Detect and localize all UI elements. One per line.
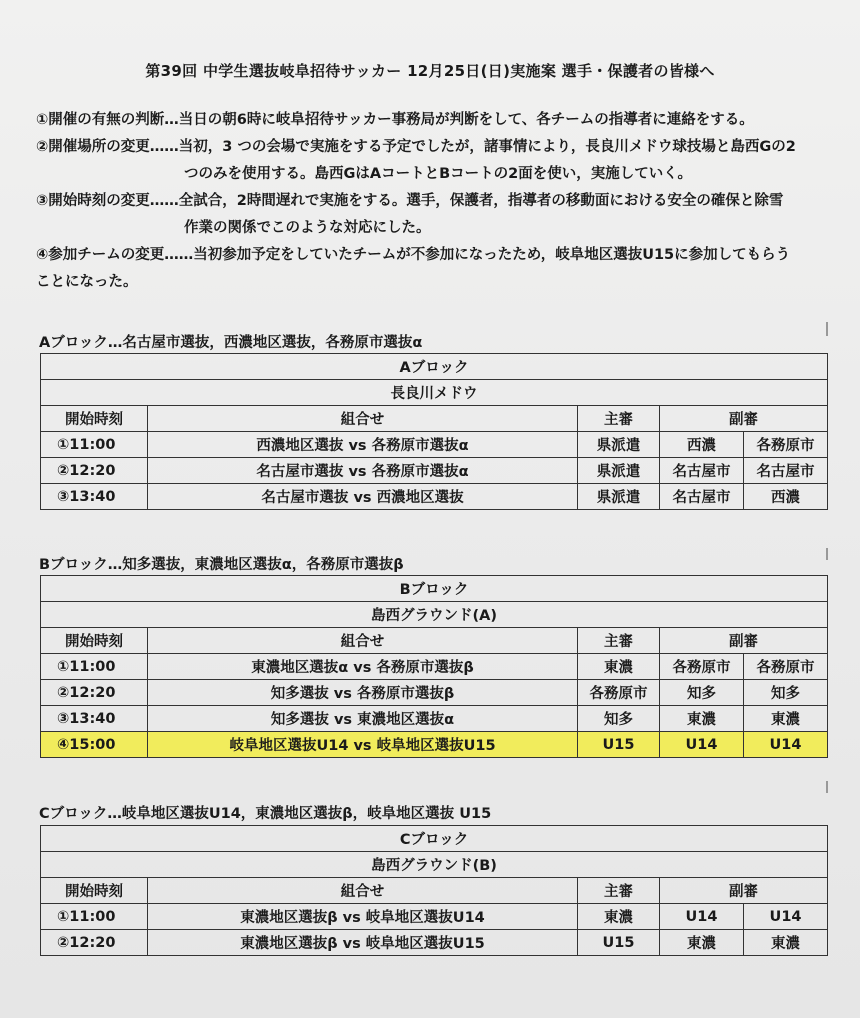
row-match: 西濃地区選抜 vs 各務原市選抜α: [148, 432, 578, 458]
row-sub-referee-2: 知多: [744, 680, 828, 706]
note-3-text: ③開始時刻の変更……全試合，2時間遅れで実施をする。選手，保護者，指導者の移動面における安全の確保と除雪: [36, 193, 784, 209]
table-row: [41, 484, 828, 510]
row-main-referee: U15: [578, 732, 660, 758]
block-b-venue: 島西グラウンド(A): [41, 602, 828, 628]
row-time: ①11:00: [41, 432, 148, 458]
block-a-name: Aブロック: [41, 354, 828, 380]
table-row: [41, 654, 828, 680]
document-title: 第39回 中学生選抜岐阜招待サッカー 12月25日(日)実施案 選手・保護者の皆様へ: [145, 62, 715, 80]
note-1-text: ①開催の有無の判断…当日の朝6時に岐阜招待サッカー事務局が判断をして、各チームの指導者に連絡をする。: [36, 112, 754, 128]
row-time: ③13:40: [41, 484, 148, 510]
row-sub-referee-2: 西濃: [744, 484, 828, 510]
row-main-referee: 知多: [578, 706, 660, 732]
col-header-main: 主審: [578, 406, 660, 432]
note-2-text: ②開催場所の変更……当初，3 つの会場で実施をする予定でしたが，諸事情により，長良川メドウ球技場と島西Gの2: [36, 139, 796, 155]
notice-list: [36, 107, 836, 296]
row-main-referee: 東濃: [578, 904, 660, 930]
table-row-highlighted: [41, 732, 828, 758]
col-header-time: 開始時刻: [41, 406, 148, 432]
table-row: [41, 706, 828, 732]
row-match: 名古屋市選抜 vs 西濃地区選抜: [148, 484, 578, 510]
row-sub-referee-1: 東濃: [660, 706, 744, 732]
note-2-continuation: つのみを使用する。島西GはAコートとBコートの2面を使い，実施していく。: [184, 166, 692, 182]
row-match: 知多選抜 vs 東濃地区選抜α: [148, 706, 578, 732]
row-main-referee: 県派遣: [578, 432, 660, 458]
table-row: [41, 930, 828, 956]
table-row: [41, 904, 828, 930]
row-main-referee: 県派遣: [578, 484, 660, 510]
block-b-label: Bブロック…知多選抜，東濃地区選抜α，各務原市選抜β: [39, 557, 404, 573]
row-sub-referee-2: 各務原市: [744, 432, 828, 458]
block-a-label: Aブロック…名古屋市選抜，西濃地区選抜，各務原市選抜α: [39, 335, 423, 351]
note-4-continuation: ことになった。: [36, 274, 138, 290]
block-b-table: [40, 575, 828, 758]
row-time: ④15:00: [41, 732, 148, 758]
row-main-referee: 各務原市: [578, 680, 660, 706]
note-1: [36, 107, 836, 134]
col-header-time: 開始時刻: [41, 628, 148, 654]
col-header-match: 組合せ: [148, 628, 578, 654]
row-main-referee: U15: [578, 930, 660, 956]
row-match: 東濃地区選抜α vs 各務原市選抜β: [148, 654, 578, 680]
block-a-header-row: [41, 406, 828, 432]
block-a-venue: 長良川メドウ: [41, 380, 828, 406]
table-row: [41, 680, 828, 706]
block-c-name: Cブロック: [41, 826, 828, 852]
stray-mark: [826, 548, 828, 560]
note-4: [36, 242, 836, 296]
row-sub-referee-1: 知多: [660, 680, 744, 706]
row-sub-referee-2: U14: [744, 904, 828, 930]
row-sub-referee-2: 東濃: [744, 706, 828, 732]
row-main-referee: 東濃: [578, 654, 660, 680]
row-sub-referee-2: 各務原市: [744, 654, 828, 680]
col-header-match: 組合せ: [148, 406, 578, 432]
block-b-name: Bブロック: [41, 576, 828, 602]
note-2: [36, 134, 836, 188]
block-c-table: [40, 825, 828, 956]
note-3-continuation: 作業の関係でこのような対応にした。: [184, 220, 431, 236]
row-sub-referee-2: 名古屋市: [744, 458, 828, 484]
row-time: ②12:20: [41, 930, 148, 956]
row-sub-referee-1: 名古屋市: [660, 458, 744, 484]
block-c-header-row: [41, 878, 828, 904]
row-main-referee: 県派遣: [578, 458, 660, 484]
row-match: 岐阜地区選抜U14 vs 岐阜地区選抜U15: [148, 732, 578, 758]
note-3: [36, 188, 836, 242]
col-header-sub: 副審: [660, 406, 828, 432]
col-header-main: 主審: [578, 878, 660, 904]
row-sub-referee-1: U14: [660, 904, 744, 930]
row-sub-referee-1: 東濃: [660, 930, 744, 956]
row-match: 知多選抜 vs 各務原市選抜β: [148, 680, 578, 706]
row-match: 東濃地区選抜β vs 岐阜地区選抜U15: [148, 930, 578, 956]
row-sub-referee-1: 西濃: [660, 432, 744, 458]
col-header-sub: 副審: [660, 628, 828, 654]
row-sub-referee-1: 名古屋市: [660, 484, 744, 510]
note-4-text: ④参加チームの変更……当初参加予定をしていたチームが不参加になったため，岐阜地区選抜U15に参加してもらう: [36, 247, 791, 263]
row-sub-referee-2: 東濃: [744, 930, 828, 956]
row-time: ①11:00: [41, 654, 148, 680]
block-c-label: Cブロック…岐阜地区選抜U14，東濃地区選抜β，岐阜地区選抜 U15: [39, 806, 492, 822]
row-time: ②12:20: [41, 680, 148, 706]
stray-mark: [826, 781, 828, 793]
row-match: 東濃地区選抜β vs 岐阜地区選抜U14: [148, 904, 578, 930]
block-a-table: [40, 353, 828, 510]
row-sub-referee-2: U14: [744, 732, 828, 758]
col-header-match: 組合せ: [148, 878, 578, 904]
table-row: [41, 458, 828, 484]
row-time: ②12:20: [41, 458, 148, 484]
row-time: ①11:00: [41, 904, 148, 930]
block-c-venue: 島西グラウンド(B): [41, 852, 828, 878]
row-sub-referee-1: U14: [660, 732, 744, 758]
row-match: 名古屋市選抜 vs 各務原市選抜α: [148, 458, 578, 484]
block-b-header-row: [41, 628, 828, 654]
stray-mark: [826, 322, 828, 336]
row-time: ③13:40: [41, 706, 148, 732]
col-header-time: 開始時刻: [41, 878, 148, 904]
col-header-sub: 副審: [660, 878, 828, 904]
table-row: [41, 432, 828, 458]
row-sub-referee-1: 各務原市: [660, 654, 744, 680]
col-header-main: 主審: [578, 628, 660, 654]
